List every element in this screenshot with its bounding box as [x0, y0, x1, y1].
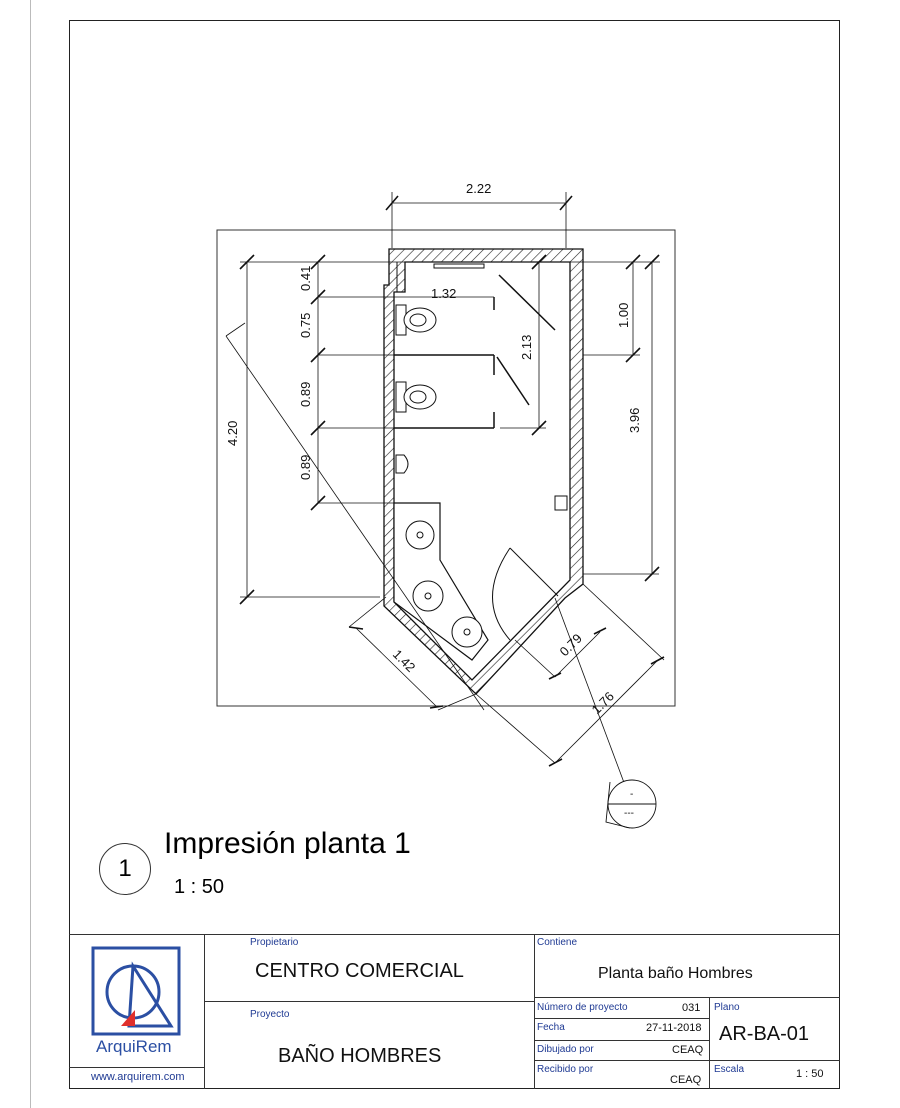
contains-label: Contiene	[537, 937, 578, 948]
project-label: Proyecto	[250, 1009, 290, 1020]
hand-dryer-icon	[555, 496, 567, 510]
grab-bar	[434, 264, 484, 268]
date-value: 27-11-2018	[646, 1022, 702, 1034]
view-number-circle: 1	[99, 843, 151, 895]
dim-left-a: 0.41	[298, 265, 313, 291]
tb-divider	[204, 1001, 534, 1002]
dim-left-c: 0.89	[298, 381, 313, 407]
tb-divider	[534, 934, 535, 1089]
dim-diag-b: 0.79	[556, 630, 586, 660]
dim-left-b: 0.75	[298, 312, 313, 338]
tb-divider	[204, 934, 205, 1089]
tb-top-rule	[69, 934, 840, 935]
toilet-icon	[396, 382, 436, 412]
project-number-label: Número de proyecto	[537, 1002, 628, 1013]
tb-divider	[709, 997, 710, 1089]
dim-diag-a: 1.42	[389, 646, 419, 676]
received-by-value: CEAQ	[670, 1074, 702, 1086]
dim-left-total: 4.20	[225, 420, 240, 446]
project-number-value: 031	[682, 1002, 701, 1014]
dim-mid-depth: 2.13	[519, 334, 534, 360]
scale-label: Escala	[714, 1064, 745, 1075]
section-marker-bottom: ---	[624, 808, 634, 819]
sheet-label: Plano	[714, 1002, 740, 1013]
tb-divider	[69, 1067, 204, 1068]
drawn-by-value: CEAQ	[672, 1044, 704, 1056]
received-by-label: Recibido por	[537, 1064, 594, 1075]
dim-right-top: 1.00	[616, 302, 631, 328]
urinal-icon	[396, 455, 408, 473]
scale-value: 1 : 50	[796, 1068, 824, 1080]
tb-divider	[534, 1060, 840, 1061]
tb-divider	[534, 997, 840, 998]
contains-value: Planta baño Hombres	[598, 965, 753, 982]
company-website: www.arquirem.com	[91, 1071, 185, 1083]
dim-top-width: 2.22	[466, 181, 492, 196]
dim-diag-c: 1.76	[588, 688, 618, 718]
section-marker	[606, 780, 656, 828]
tb-divider	[534, 1040, 709, 1041]
drawn-by-label: Dibujado por	[537, 1044, 594, 1055]
project-value: BAÑO HOMBRES	[278, 1045, 442, 1067]
owner-value: CENTRO COMERCIAL	[255, 960, 464, 982]
dim-left-d: 0.89	[298, 454, 313, 480]
title-block	[69, 934, 840, 1089]
date-label: Fecha	[537, 1022, 565, 1033]
tb-divider	[534, 1018, 709, 1019]
company-name: ArquiRem	[96, 1037, 172, 1056]
owner-label: Propietario	[250, 937, 299, 948]
sheet-value: AR-BA-01	[719, 1023, 810, 1045]
arquirem-logo	[91, 946, 181, 1036]
dim-right-total: 3.96	[627, 407, 642, 433]
dim-stall-width: 1.32	[431, 286, 457, 301]
view-scale: 1 : 50	[174, 876, 225, 898]
view-title: Impresión planta 1	[164, 827, 411, 860]
toilet-icon	[396, 305, 436, 335]
section-marker-top: -	[630, 789, 634, 800]
